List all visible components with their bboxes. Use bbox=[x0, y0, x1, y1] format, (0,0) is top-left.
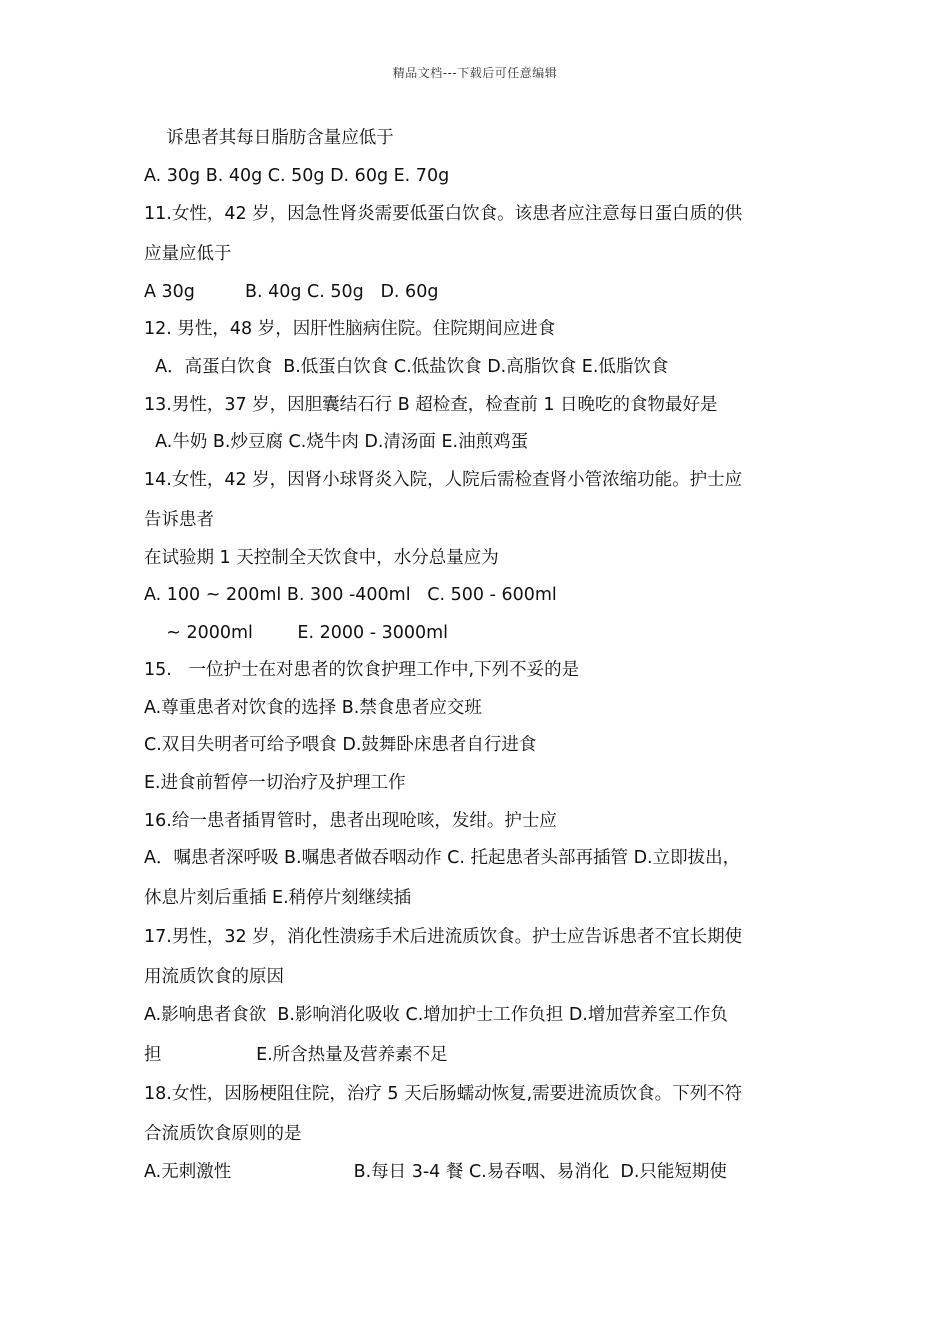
page-header: 精品文档---下载后可任意编辑 bbox=[392, 66, 558, 80]
text-line: A.影响患者食欲 B.影响消化吸收 C.增加护士工作负担 D.增加营养室工作负 bbox=[144, 1005, 728, 1025]
text-line: A.牛奶 B.炒豆腐 C.烧牛肉 D.清汤面 E.油煎鸡蛋 bbox=[144, 432, 529, 452]
text-line: 担 E.所含热量及营养素不足 bbox=[144, 1045, 448, 1065]
text-line: A.尊重患者对饮食的选择 B.禁食患者应交班 bbox=[144, 698, 482, 718]
text-line: 合流质饮食原则的是 bbox=[144, 1124, 302, 1144]
text-line: 诉患者其每日脂肪含量应低于 bbox=[144, 128, 394, 148]
text-line: 告诉患者 bbox=[144, 510, 214, 530]
text-line: A.无刺激性 B.每日 3-4 餐 C.易吞咽、易消化 D.只能短期使 bbox=[144, 1162, 727, 1182]
text-line: A．嘱患者深呼吸 B.嘱患者做吞咽动作 C. 托起患者头部再插管 D.立即拔出， bbox=[144, 848, 741, 868]
text-line: 在试验期 1 天控制全天饮食中，水分总量应为 bbox=[144, 548, 499, 568]
text-line: 用流质饮食的原因 bbox=[144, 967, 284, 987]
text-line: 15. 一位护士在对患者的饮食护理工作中,下列不妥的是 bbox=[144, 660, 580, 680]
text-line: E.进食前暂停一切治疗及护理工作 bbox=[144, 773, 406, 793]
text-line: 16.给一患者插胃管时，患者出现呛咳，发绀。护士应 bbox=[144, 811, 557, 831]
text-line: 11.女性，42 岁，因急性肾炎需要低蛋白饮食。该患者应注意每日蛋白质的供 bbox=[144, 204, 743, 224]
text-line: C.双目失明者可给予喂食 D.鼓舞卧床患者自行进食 bbox=[144, 735, 537, 755]
text-line: A. 100 ~ 200ml B. 300 -400ml C. 500 - 600ml bbox=[144, 585, 557, 605]
text-line: 14.女性，42 岁，因肾小球肾炎入院，人院后需检查肾小管浓缩功能。护士应 bbox=[144, 470, 743, 490]
text-line: ~ 2000ml E. 2000 - 3000ml bbox=[144, 623, 449, 643]
text-line: A 30g B. 40g C. 50g D. 60g bbox=[144, 282, 439, 302]
text-line: 18.女性，因肠梗阻住院，治疗 5 天后肠蠕动恢复,需要进流质饮食。下列不符 bbox=[144, 1084, 743, 1104]
text-line: 应量应低于 bbox=[144, 244, 232, 264]
text-line: 17.男性，32 岁，消化性溃疡手术后进流质饮食。护士应告诉患者不宜长期使 bbox=[144, 927, 743, 947]
text-line: A．高蛋白饮食 B.低蛋白饮食 C.低盐饮食 D.高脂饮食 E.低脂饮食 bbox=[144, 357, 669, 377]
text-line: 休息片刻后重插 E.稍停片刻继续插 bbox=[144, 888, 412, 908]
text-line: 13.男性，37 岁，因胆囊结石行 B 超检查，检查前 1 日晚吃的食物最好是 bbox=[144, 395, 718, 415]
text-line: 12. 男性，48 岁，因肝性脑病住院。住院期间应进食 bbox=[144, 319, 556, 339]
text-line: A. 30g B. 40g C. 50g D. 60g E. 70g bbox=[144, 166, 450, 186]
